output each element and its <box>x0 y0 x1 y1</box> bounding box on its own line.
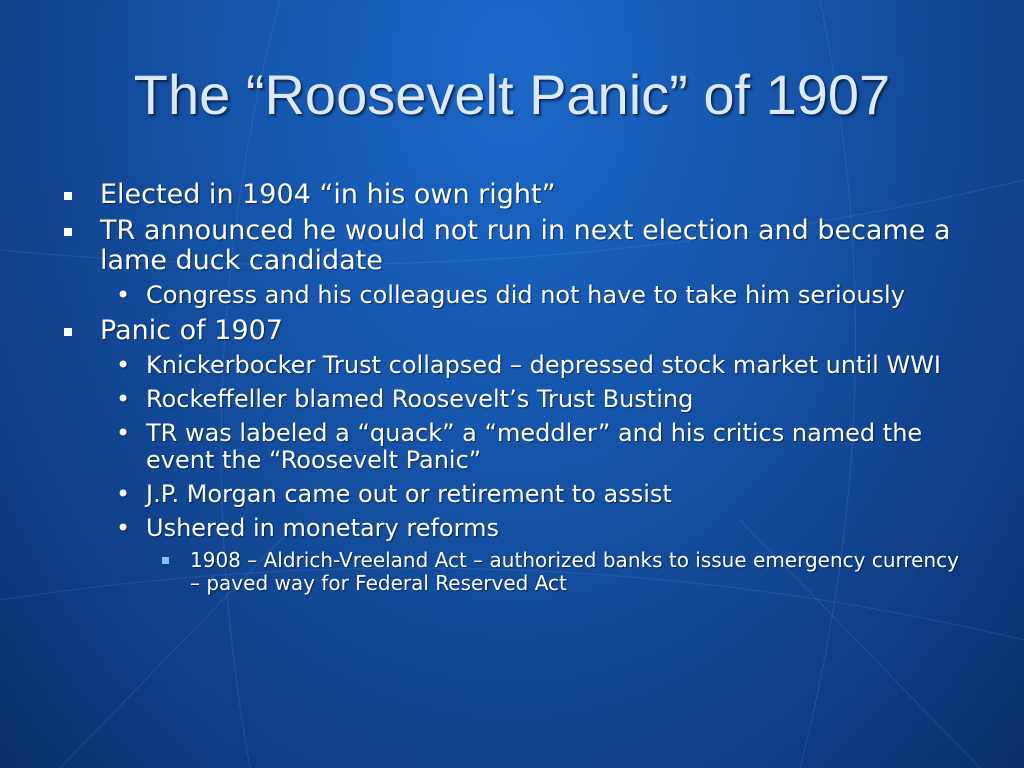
bullet-text: J.P. Morgan came out or retirement to assist <box>146 480 672 508</box>
sub-bullet-item <box>58 420 968 474</box>
slide-body <box>58 180 968 601</box>
dot-bullet-icon: • <box>116 351 131 379</box>
bullet-item <box>58 180 968 210</box>
sub-bullet-item <box>58 481 968 508</box>
slide-title: The “Roosevelt Panic” of 1907 <box>133 63 891 126</box>
bullet-text: TR was labeled a “quack” a “meddler” and his critics named the event the “Roosevelt Panic” <box>146 419 923 474</box>
dot-bullet-icon: • <box>116 385 131 413</box>
bullet-text: Knickerbocker Trust collapsed – depressed stock market until WWI <box>146 351 942 379</box>
sub-bullet-item <box>58 352 968 379</box>
square-bullet-icon <box>64 192 72 200</box>
bullet-text: Ushered in monetary reforms <box>146 514 499 542</box>
small-square-bullet-icon <box>162 557 169 564</box>
bullet-text: Panic of 1907 <box>100 315 283 346</box>
bullet-item <box>58 316 968 346</box>
dot-bullet-icon: • <box>116 514 131 542</box>
bullet-text: Rockeffeller blamed Roosevelt’s Trust Busting <box>146 385 694 413</box>
dot-bullet-icon: • <box>116 480 131 508</box>
square-bullet-icon <box>64 328 72 336</box>
sub-sub-bullet-item <box>58 549 968 595</box>
dot-bullet-icon: • <box>116 281 131 309</box>
bullet-item <box>58 216 968 276</box>
sub-bullet-item <box>58 515 968 542</box>
sub-bullet-item <box>58 386 968 413</box>
bullet-text: Elected in 1904 “in his own right” <box>100 179 556 210</box>
bullet-text: TR announced he would not run in next election and became a lame duck candidate <box>100 215 951 276</box>
bullet-text: Congress and his colleagues did not have to take him seriously <box>146 281 905 309</box>
sub-bullet-item <box>58 282 968 309</box>
dot-bullet-icon: • <box>116 419 131 447</box>
bullet-text: 1908 – Aldrich-Vreeland Act – authorized banks to issue emergency currency – paved way for Federal Reserved Act <box>190 548 959 595</box>
square-bullet-icon <box>64 228 72 236</box>
